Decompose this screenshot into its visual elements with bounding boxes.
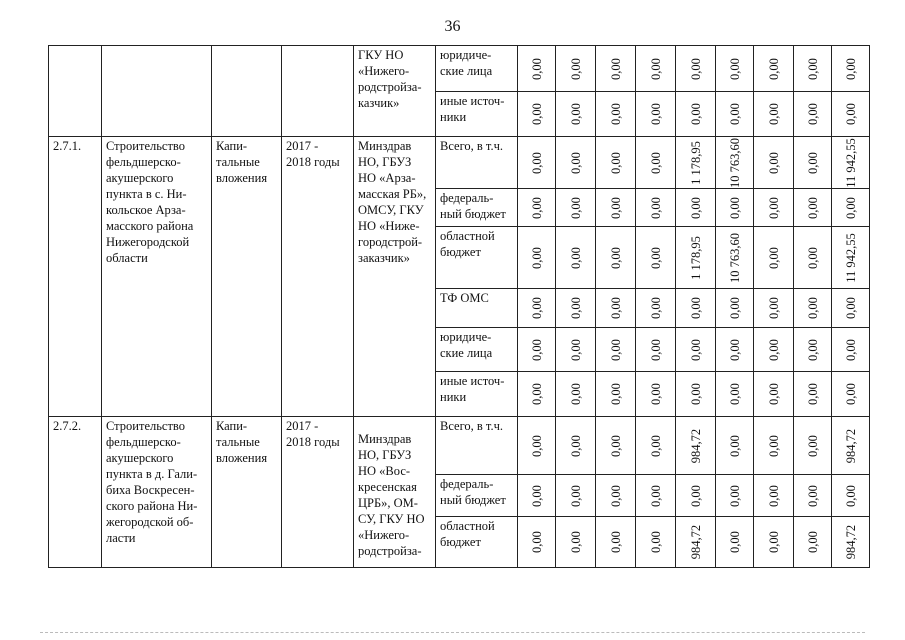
- item-organization: Минздрав НО, ГБУЗ НО «Арза- масская РБ», ОМСУ, ГКУ НО «Нижe- городстрой- заказчик»: [354, 137, 436, 417]
- value-cell: 0,00: [754, 475, 794, 517]
- value-cell: 0,00: [832, 475, 870, 517]
- value-cell: 0,00: [636, 46, 676, 92]
- value-cell: 0,00: [794, 372, 832, 417]
- value-cell: 0,00: [518, 517, 556, 568]
- value-cell: 0,00: [636, 189, 676, 227]
- value-cell: 0,00: [676, 189, 716, 227]
- item-type: [212, 46, 282, 137]
- value-cell: 0,00: [518, 189, 556, 227]
- value-cell: 11 942,55: [832, 227, 870, 289]
- value-cell: 0,00: [556, 46, 596, 92]
- value-cell: 0,00: [518, 372, 556, 417]
- value-cell: 0,00: [716, 517, 754, 568]
- funding-source: областной бюджет: [436, 517, 518, 568]
- value-cell: 0,00: [636, 289, 676, 328]
- value-cell: 0,00: [596, 46, 636, 92]
- value-cell: 0,00: [556, 372, 596, 417]
- value-cell: 0,00: [794, 328, 832, 372]
- value-cell: 0,00: [754, 372, 794, 417]
- funding-source: федераль- ный бюджет: [436, 189, 518, 227]
- value-cell: 0,00: [794, 289, 832, 328]
- value-cell: 0,00: [596, 289, 636, 328]
- value-cell: 0,00: [754, 46, 794, 92]
- value-cell: 0,00: [716, 372, 754, 417]
- value-cell: 0,00: [794, 92, 832, 137]
- value-cell: 0,00: [754, 227, 794, 289]
- value-cell: 0,00: [636, 92, 676, 137]
- value-cell: 0,00: [636, 372, 676, 417]
- value-cell: 0,00: [716, 417, 754, 475]
- funding-source: Всего, в т.ч.: [436, 417, 518, 475]
- funding-source: юридиче- ские лица: [436, 46, 518, 92]
- value-cell: 0,00: [794, 475, 832, 517]
- item-type: Капи- тальные вложения: [212, 417, 282, 568]
- item-organization: Минздрав НО, ГБУЗ НО «Вос- кресенская ЦРБ», ОМ- СУ, ГКУ НО «Нижего- родстройза-: [354, 417, 436, 568]
- value-cell: 0,00: [716, 289, 754, 328]
- value-cell: 0,00: [832, 92, 870, 137]
- value-cell: 0,00: [636, 137, 676, 189]
- value-cell: 0,00: [754, 517, 794, 568]
- value-cell: 0,00: [676, 328, 716, 372]
- item-period: 2017 - 2018 годы: [282, 417, 354, 568]
- table-row: [49, 137, 870, 189]
- value-cell: 0,00: [832, 46, 870, 92]
- value-cell: 0,00: [518, 46, 556, 92]
- value-cell: 0,00: [556, 137, 596, 189]
- value-cell: 0,00: [556, 417, 596, 475]
- value-cell: 984,72: [832, 517, 870, 568]
- value-cell: 0,00: [794, 517, 832, 568]
- value-cell: 0,00: [518, 328, 556, 372]
- value-cell: 0,00: [556, 475, 596, 517]
- value-cell: 0,00: [794, 189, 832, 227]
- item-number: 2.7.2.: [49, 417, 102, 568]
- value-cell: 0,00: [596, 328, 636, 372]
- value-cell: 0,00: [556, 92, 596, 137]
- value-cell: 0,00: [832, 289, 870, 328]
- value-cell: 0,00: [676, 92, 716, 137]
- value-cell: 984,72: [676, 417, 716, 475]
- item-period: [282, 46, 354, 137]
- item-name: [102, 46, 212, 137]
- value-cell: 0,00: [556, 189, 596, 227]
- value-cell: 10 763,60: [716, 137, 754, 189]
- value-cell: 0,00: [596, 227, 636, 289]
- value-cell: 0,00: [794, 417, 832, 475]
- value-cell: 1 178,95: [676, 227, 716, 289]
- value-cell: 0,00: [518, 475, 556, 517]
- value-cell: 0,00: [754, 328, 794, 372]
- value-cell: 0,00: [754, 92, 794, 137]
- value-cell: 0,00: [596, 92, 636, 137]
- value-cell: 0,00: [518, 92, 556, 137]
- value-cell: 0,00: [556, 227, 596, 289]
- value-cell: 0,00: [636, 475, 676, 517]
- value-cell: 0,00: [754, 289, 794, 328]
- value-cell: 0,00: [556, 328, 596, 372]
- value-cell: 0,00: [596, 189, 636, 227]
- value-cell: 0,00: [518, 227, 556, 289]
- funding-source: иные источ- ники: [436, 372, 518, 417]
- table-row: [49, 417, 870, 475]
- value-cell: 0,00: [754, 137, 794, 189]
- value-cell: 984,72: [832, 417, 870, 475]
- value-cell: 0,00: [716, 328, 754, 372]
- value-cell: 0,00: [794, 46, 832, 92]
- funding-source: федераль- ный бюджет: [436, 475, 518, 517]
- value-cell: 0,00: [518, 289, 556, 328]
- value-cell: 1 178,95: [676, 137, 716, 189]
- value-cell: 0,00: [676, 46, 716, 92]
- item-period: 2017 - 2018 годы: [282, 137, 354, 417]
- value-cell: 0,00: [556, 517, 596, 568]
- value-cell: 0,00: [794, 227, 832, 289]
- value-cell: 0,00: [716, 475, 754, 517]
- value-cell: 0,00: [518, 417, 556, 475]
- value-cell: 10 763,60: [716, 227, 754, 289]
- value-cell: 0,00: [636, 417, 676, 475]
- scan-edge-line: [40, 632, 865, 633]
- value-cell: 0,00: [716, 189, 754, 227]
- value-cell: 0,00: [518, 137, 556, 189]
- value-cell: 0,00: [556, 289, 596, 328]
- item-organization: ГКУ НО «Нижего- родстройза- казчик»: [354, 46, 436, 137]
- value-cell: 0,00: [754, 417, 794, 475]
- value-cell: 0,00: [636, 227, 676, 289]
- value-cell: 0,00: [832, 189, 870, 227]
- item-name: Строительство фельдшерско- акушерского пункта в с. Ни- кольское Арза- масского района Нижегородской области: [102, 137, 212, 417]
- value-cell: 0,00: [596, 517, 636, 568]
- item-number: 2.7.1.: [49, 137, 102, 417]
- funding-source: Всего, в т.ч.: [436, 137, 518, 189]
- value-cell: 0,00: [716, 46, 754, 92]
- value-cell: 0,00: [596, 475, 636, 517]
- value-cell: 11 942,55: [832, 137, 870, 189]
- funding-source: областной бюджет: [436, 227, 518, 289]
- funding-source: ТФ ОМС: [436, 289, 518, 328]
- budget-table: [48, 45, 870, 568]
- value-cell: 984,72: [676, 517, 716, 568]
- item-name: Строительство фельдшерско- акушерского пункта в д. Гали- биха Воскресен- ского района Ни- жегородской об- ласти: [102, 417, 212, 568]
- value-cell: 0,00: [636, 517, 676, 568]
- value-cell: 0,00: [676, 475, 716, 517]
- value-cell: 0,00: [832, 328, 870, 372]
- value-cell: 0,00: [676, 289, 716, 328]
- value-cell: 0,00: [832, 372, 870, 417]
- funding-source: иные источ- ники: [436, 92, 518, 137]
- value-cell: 0,00: [636, 328, 676, 372]
- table-row: [49, 46, 870, 92]
- funding-source: юридиче- ские лица: [436, 328, 518, 372]
- value-cell: 0,00: [596, 137, 636, 189]
- value-cell: 0,00: [716, 92, 754, 137]
- item-number: [49, 46, 102, 137]
- value-cell: 0,00: [754, 189, 794, 227]
- page-number: 36: [444, 18, 461, 35]
- value-cell: 0,00: [596, 372, 636, 417]
- item-type: Капи- тальные вложения: [212, 137, 282, 417]
- value-cell: 0,00: [596, 417, 636, 475]
- value-cell: 0,00: [676, 372, 716, 417]
- value-cell: 0,00: [794, 137, 832, 189]
